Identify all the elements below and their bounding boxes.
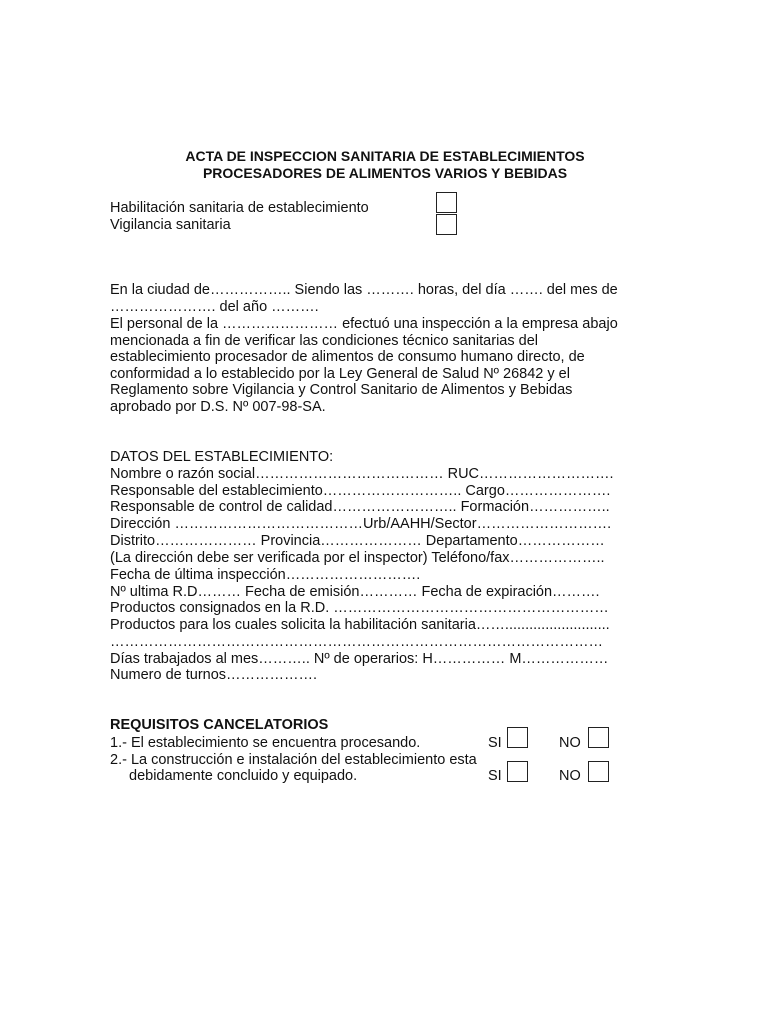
datos-line: Nº ultima R.D……… Fecha de emisión………… Fecha de expiración………. bbox=[110, 584, 600, 600]
vigilancia-checkbox[interactable] bbox=[436, 214, 457, 235]
requisito-1-no-checkbox[interactable] bbox=[588, 727, 609, 748]
type-habilitacion-label: Habilitación sanitaria de establecimiento bbox=[110, 200, 369, 216]
title-line-1: ACTA DE INSPECCION SANITARIA DE ESTABLECIMIENTOS bbox=[185, 148, 585, 164]
datos-line: Días trabajados al mes……….. Nº de operarios: H…………… M……………… bbox=[110, 651, 609, 667]
intro-line: Reglamento sobre Vigilancia y Control Sanitario de Alimentos y Bebidas bbox=[110, 382, 573, 398]
intro-line: mencionada a fin de verificar las condiciones técnico sanitarias del bbox=[110, 333, 538, 349]
document-title bbox=[110, 148, 660, 182]
requisito-1-si-checkbox[interactable] bbox=[507, 727, 528, 748]
intro-line: aprobado por D.S. Nº 007-98-SA. bbox=[110, 399, 326, 415]
datos-line: (La dirección debe ser verificada por el inspector) Teléfono/fax……………….. bbox=[110, 550, 605, 566]
requisito-2-no-checkbox[interactable] bbox=[588, 761, 609, 782]
datos-line: ………………………………………………………………………………………… bbox=[110, 634, 603, 650]
datos-line: Numero de turnos………………. bbox=[110, 667, 318, 683]
intro-line: En la ciudad de…………….. Siendo las ………. horas, del día ……. del mes de bbox=[110, 282, 618, 298]
datos-line: Distrito………………… Provincia………………… Departamento……………… bbox=[110, 533, 605, 549]
habilitacion-checkbox[interactable] bbox=[436, 192, 457, 213]
requisito-1-text: 1.- El establecimiento se encuentra procesando. bbox=[110, 735, 421, 751]
datos-line: Productos para los cuales solicita la habilitación sanitaria…….......................... bbox=[110, 617, 610, 633]
datos-line: Productos consignados en la R.D. ………………………………………………… bbox=[110, 600, 609, 616]
title-line-2: PROCESADORES DE ALIMENTOS VARIOS Y BEBIDAS bbox=[202, 165, 568, 181]
requisito-2-text: 2.- La construcción e instalación del establecimiento esta bbox=[110, 752, 477, 768]
datos-line: Dirección …………………………………Urb/AAHH/Sector………………………. bbox=[110, 516, 612, 532]
requisitos-heading: REQUISITOS CANCELATORIOS bbox=[110, 717, 329, 733]
requisito-1-si-label: SI bbox=[488, 735, 502, 751]
intro-line: conformidad a lo establecido por la Ley General de Salud Nº 26842 y el bbox=[110, 366, 570, 382]
type-vigilancia-label: Vigilancia sanitaria bbox=[110, 217, 231, 233]
requisito-2-text-cont: debidamente concluido y equipado. bbox=[129, 768, 358, 784]
datos-line: Responsable de control de calidad…………………….. Formación…………….. bbox=[110, 499, 610, 515]
datos-line: Responsable del establecimiento……………………….. Cargo…………………. bbox=[110, 483, 611, 499]
intro-line: …………………. del año ………. bbox=[110, 299, 319, 315]
requisito-1-no-label: NO bbox=[559, 735, 581, 751]
datos-line: Fecha de última inspección………………………. bbox=[110, 567, 421, 583]
intro-line: El personal de la …………………… efectuó una inspección a la empresa abajo bbox=[110, 316, 618, 332]
requisito-2-no-label: NO bbox=[559, 768, 581, 784]
intro-line: establecimiento procesador de alimentos de consumo humano directo, de bbox=[110, 349, 585, 365]
requisito-2-si-checkbox[interactable] bbox=[507, 761, 528, 782]
requisito-2-si-label: SI bbox=[488, 768, 502, 784]
datos-line: Nombre o razón social………………………………… RUC………………………. bbox=[110, 466, 614, 482]
datos-heading: DATOS DEL ESTABLECIMIENTO: bbox=[110, 449, 334, 465]
